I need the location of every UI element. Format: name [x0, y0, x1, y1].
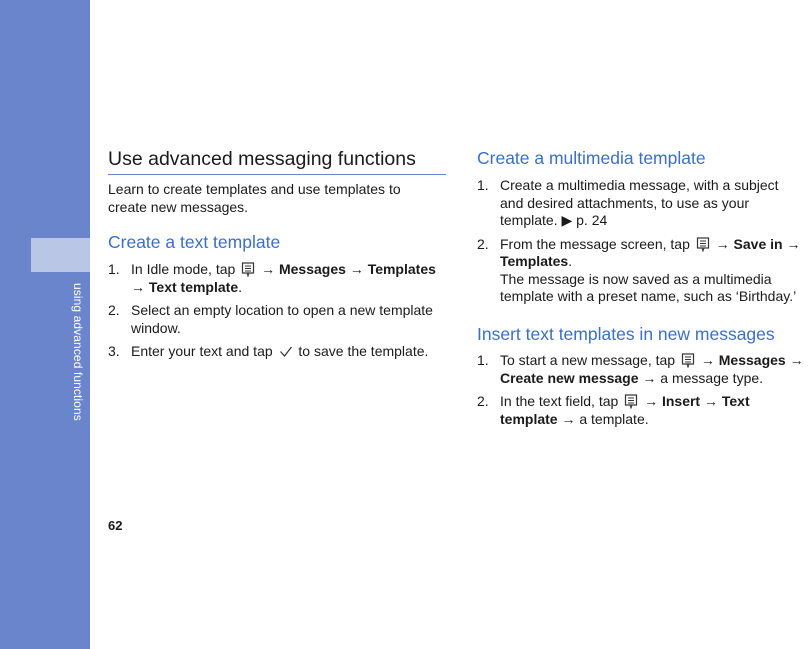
step-line: Templates. [500, 253, 573, 269]
step-line: In Idle mode, tap → Messages → Templates [131, 261, 436, 277]
step-line: To start a new message, tap → Messages → [500, 352, 804, 368]
step-item [477, 236, 800, 306]
step-number: 1. [108, 261, 120, 277]
menu-icon [624, 394, 638, 409]
step-number: 2. [477, 393, 489, 409]
intro-line: Learn to create templates and use templates to [108, 181, 401, 197]
intro-line: create new messages. [108, 199, 249, 215]
sidebar-tab-marker [31, 238, 90, 272]
step-item [477, 393, 804, 428]
step-line: and desired attachments, to use as your [500, 194, 750, 211]
sidebar-chapter-label: using advanced functions [71, 283, 85, 421]
menu-icon [241, 262, 255, 277]
menu-path-term: Text template [148, 278, 239, 295]
menu-path-term: Messages [718, 352, 786, 368]
step-item [477, 352, 804, 387]
menu-path-term: Insert [661, 393, 701, 409]
step-line: template. ▶ p. 24 [500, 212, 608, 228]
steps-text-template [108, 261, 436, 361]
step-number: 1. [477, 352, 489, 368]
sidebar [0, 0, 90, 649]
step-line: In the text field, tap → Insert → Text [500, 393, 750, 409]
menu-path-term: Text [721, 393, 750, 409]
page-number: 62 [108, 518, 123, 533]
step-line: Select an empty location to open a new template [131, 302, 433, 318]
subheading-create-text-template: Create a text template [108, 232, 281, 252]
intro-text [108, 180, 438, 216]
steps-multimedia-template [477, 177, 800, 306]
menu-path-term: template [500, 410, 558, 427]
checkmark-icon [279, 344, 293, 359]
menu-path-term: Templates [367, 261, 436, 277]
steps-insert-templates [477, 352, 804, 428]
step-item [108, 302, 436, 337]
step-number: 3. [108, 343, 120, 359]
step-line: The message is now saved as a multimedia [500, 270, 772, 287]
step-line: → Text template. [131, 278, 242, 295]
menu-path-term: Templates [500, 253, 569, 269]
step-number: 1. [477, 177, 489, 193]
step-line: window. [131, 319, 181, 336]
subheading-create-multimedia-template: Create a multimedia template [477, 148, 706, 168]
menu-path-term: Messages [278, 261, 346, 277]
step-item [108, 343, 436, 361]
step-line: Create a multimedia message, with a subject [500, 177, 779, 193]
menu-path-term: Create new message [500, 369, 639, 386]
step-number: 2. [477, 235, 489, 252]
step-line: template with a preset name, such as ‘Birthday.’ [500, 288, 797, 304]
step-line: Create new message → a message type. [500, 369, 764, 386]
step-line: template → a template. [500, 410, 649, 427]
menu-path-term: Save in [733, 235, 783, 252]
subheading-insert-text-templates: Insert text templates in new messages [477, 324, 775, 344]
menu-icon [696, 237, 710, 252]
step-line: Enter your text and tap to save the template. [131, 343, 429, 359]
step-number: 2. [108, 302, 120, 318]
section-heading: Use advanced messaging functions [108, 147, 446, 175]
menu-icon [681, 353, 695, 368]
step-item [108, 261, 436, 296]
step-line: From the message screen, tap → Save in → [500, 235, 801, 252]
step-item [477, 177, 800, 230]
